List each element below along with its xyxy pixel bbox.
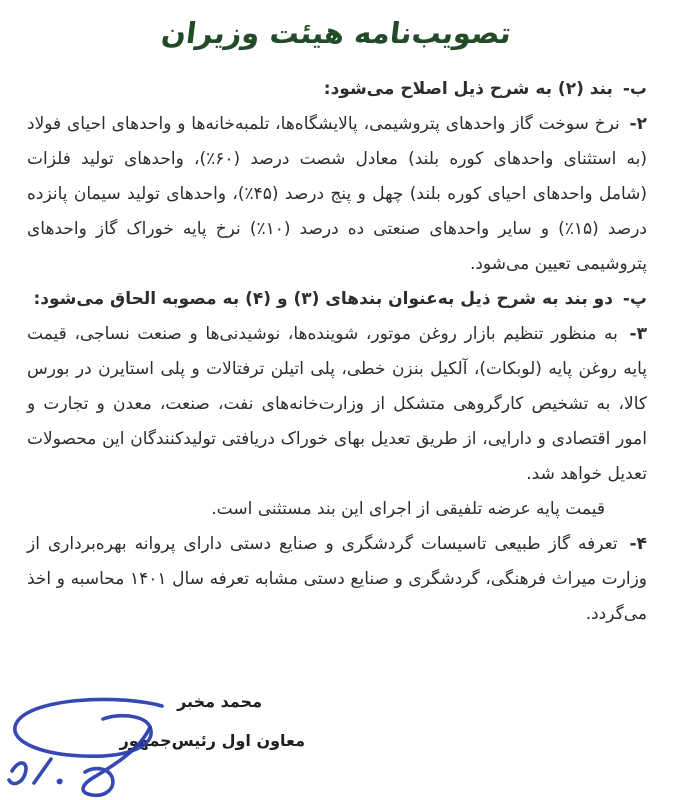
document-body	[0, 72, 674, 632]
paragraph-item-2	[27, 107, 647, 282]
clause-b-label: ب-	[622, 79, 647, 99]
clause-p-label: پ-	[622, 289, 647, 309]
paragraph-item-4	[27, 527, 647, 632]
paragraph-item-2-number: ۲-	[629, 114, 647, 134]
signatory-name: محمد مخبر	[177, 692, 262, 711]
paragraph-item-3-number: ۳-	[629, 324, 647, 344]
clause-p-text: دو بند به شرح ذیل به‌عنوان بندهای (۳) و (۴) به مصوبه الحاق می‌شود:	[33, 289, 613, 309]
document-title-calligraphy: تصویب‌نامه هیئت وزیران	[159, 16, 514, 50]
clause-p-heading	[27, 282, 647, 317]
paragraph-item-3-text: به منظور تنظیم بازار روغن موتور، شوینده‌ها، نوشیدنی‌ها و صنعت نساجی، قیمت پایه روغن پایه (لوبکات)، آلکیل بنزن خطی، پلی اتیلن ترفتالات و پلی استایرن در بورس کالا، به تشخیص کارگروهی متشکل از وزارت‌خانه‌های نفت، صنعت، معدن و تجارت و امور اقتصادی و دارایی، از طریق تعدیل بهای خوراک دریافتی تولیدکنندگان این محصولات تعدیل خواهد شد.	[27, 324, 647, 484]
paragraph-item-4-number: ۴-	[629, 534, 647, 554]
signatory-title: معاون اول رئیس‌جمهور	[119, 731, 305, 750]
exception-note	[27, 492, 647, 527]
clause-b-heading	[27, 72, 647, 107]
clause-b-text: بند (۲) به شرح ذیل اصلاح می‌شود:	[323, 79, 613, 99]
paragraph-item-3	[27, 317, 647, 492]
paragraph-item-2-text: نرخ سوخت گاز واحدهای پتروشیمی، پالایشگاه‌ها، تلمبه‌خانه‌ها و واحدهای احیای فولاد (به استثنای واحدهای کوره بلند) معادل شصت درصد (۶۰٪)، واحدهای تولید فلزات (شامل واحدهای احیای کوره بلند) چهل و پنج درصد (۴۵٪)، واحدهای تولید سیمان پانزده درصد (۱۵٪) و سایر واحدهای صنعتی ده درصد (۱۰٪) نرخ پایه خوراک گاز واحدهای پتروشیمی تعیین می‌شود.	[27, 114, 648, 274]
paragraph-item-4-text: تعرفه گاز طبیعی تاسیسات گردشگری و صنایع دستی دارای پروانه بهره‌برداری از وزارت میراث فرهنگی، گردشگری و صنایع دستی مشابه تعرفه سال ۱۴۰۱ محاسبه و اخذ می‌گردد.	[27, 534, 647, 624]
exception-note-text: قیمت پایه عرضه تلفیقی از اجرای این بند مستثنی است.	[211, 499, 605, 519]
